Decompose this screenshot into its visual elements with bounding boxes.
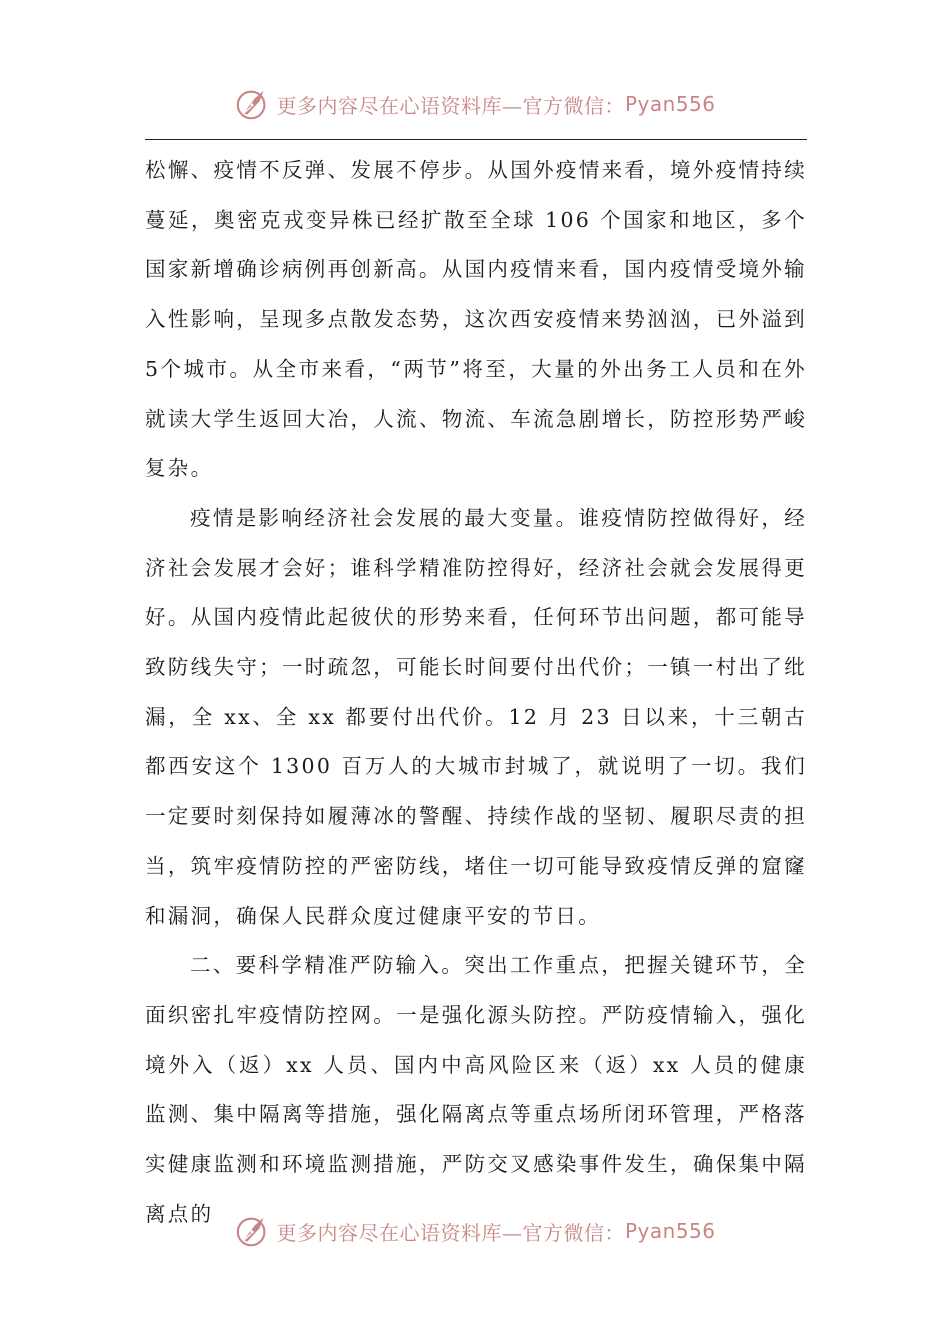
document-body xyxy=(145,146,807,1239)
footer-banner xyxy=(0,1207,950,1255)
header-banner-text: 更多内容尽在心语资料库—官方微信： xyxy=(276,93,625,118)
text-line: 就读大学生返回大冶，人流、物流、车流急剧增长，防控形势严峻 xyxy=(145,406,807,431)
header-divider xyxy=(145,139,807,140)
text-line: 蔓延，奥密克戎变异株已经扩散至全球 106 个国家和地区，多个国 xyxy=(145,207,807,282)
text-line: 性影响，呈现多点散发态势，这次西安疫情来势汹汹，已外溢到 5 xyxy=(145,307,807,381)
footer-banner-text: 更多内容尽在心语资料库—官方微信： xyxy=(276,1220,625,1245)
text-line: 济社会发展才会好；谁科学精准防控得好，经济社会就会发展得更 xyxy=(145,555,807,580)
text-line: 保持如履薄冰的警醒、持续作战的坚韧、履职尽责的担当，筑牢疫 xyxy=(145,804,808,878)
text-line: 个城市。从全市来看，“两节”将至，大量的外出务工人员和在外 xyxy=(160,356,807,381)
text-line: 境外入（返）xx 人员、国内中高风险区来（返）xx 人员的健康监测、 xyxy=(145,1052,807,1127)
text-line: 集中隔离等措施，强化隔离点等重点场所闭环管理，严格落实健康 xyxy=(145,1102,807,1177)
text-line: 这个 1300 百万人的大城市封城了，就说明了一切。我们一定要时刻 xyxy=(145,754,807,829)
text-line: 保人民群众度过健康平安的节日。 xyxy=(259,903,601,928)
text-line: 复杂。 xyxy=(145,456,214,481)
text-line: 情防控的严密防线，堵住一切可能导致疫情反弹的窟窿和漏洞，确 xyxy=(145,853,808,928)
text-line: 二、要科学精准严防输入。突出工作重点，把握关键环节，全 xyxy=(190,953,807,978)
paragraph-3 xyxy=(145,941,807,1239)
pen-nib-logo-icon xyxy=(234,85,272,123)
header-banner xyxy=(0,80,950,128)
text-line: 面织密扎牢疫情防控网。一是强化源头防控。严防疫情输入，强化 xyxy=(145,1002,807,1027)
text-line: 松懈、疫情不反弹、发展不停步。从国外疫情来看，境外疫情持续 xyxy=(145,158,807,182)
text-line: 疫情是影响经济社会发展的最大变量。谁疫情防控做得好，经 xyxy=(190,505,807,530)
pen-nib-logo-icon xyxy=(234,1212,272,1250)
text-line: 漏，全 xx、全 xx 都要付出代价。12 月 23 日以来，十三朝古都西安 xyxy=(145,704,807,779)
paragraph-2 xyxy=(145,494,807,941)
text-line: 家新增确诊病例再创新高。从国内疫情来看，国内疫情受境外输入 xyxy=(145,257,807,332)
footer-banner-wechat-id: Pyan556 xyxy=(624,1219,716,1243)
text-line: 致防线失守；一时疏忽，可能长时间要付出代价；一镇一村出了纰 xyxy=(145,655,807,680)
text-line: 监测和环境监测措施，严防交叉感染事件发生，确保集中隔离点的 xyxy=(145,1152,807,1226)
paragraph-1 xyxy=(145,146,807,494)
header-banner-wechat-id: Pyan556 xyxy=(624,92,716,116)
text-line: 好。从国内疫情此起彼伏的形势来看，任何环节出问题，都可能导 xyxy=(145,605,807,630)
